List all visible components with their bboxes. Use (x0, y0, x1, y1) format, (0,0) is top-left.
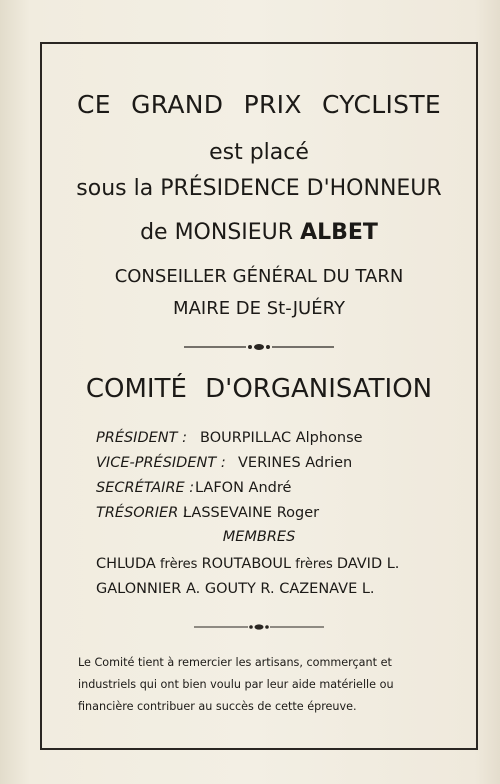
role-name: LASSEVAINE Roger (183, 505, 320, 521)
role-label: VICE-PRÉSIDENT : (96, 455, 226, 471)
heading-line-2: est placé (209, 140, 309, 165)
honorary-president-name: ALBET (300, 220, 378, 245)
committee-row-secretary (96, 480, 466, 496)
member-name: CHLUDA (96, 556, 156, 572)
heading-line-5: CONSEILLER GÉNÉRAL DU TARN (114, 266, 404, 287)
heading-line-6: MAIRE DE St-JUÉRY (173, 298, 345, 319)
committee-title: COMITÉ D'ORGANISATION (85, 374, 433, 404)
ornament-divider-1 (42, 342, 476, 352)
role-label: PRÉSIDENT : (96, 430, 187, 446)
committee-row-vice-president (96, 455, 466, 471)
members-label: MEMBRES (222, 529, 296, 545)
role-label: TRÉSORIER : (96, 505, 188, 521)
committee-row-treasurer (96, 505, 466, 521)
committee-row-president (96, 430, 466, 446)
member-suffix: frères (291, 557, 337, 572)
role-name: LAFON André (195, 480, 292, 496)
members-line-1 (96, 556, 466, 572)
heading-line-4 (42, 220, 476, 245)
heading-line-1: CE GRAND PRIX CYCLISTE (76, 90, 442, 119)
member-name: ROUTABOUL (201, 556, 292, 572)
role-label: SECRÉTAIRE : (96, 480, 195, 496)
ornament-divider-2 (42, 622, 476, 632)
member-name: DAVID L. (336, 556, 400, 572)
page-frame (40, 42, 478, 750)
member-suffix: frères (155, 557, 202, 572)
members-line-2: GALONNIER A. GOUTY R. CAZENAVE L. (96, 581, 375, 597)
heading-line-4-prefix: de MONSIEUR (140, 220, 301, 245)
heading-line-3: sous la PRÉSIDENCE D'HONNEUR (76, 176, 442, 201)
role-name: BOURPILLAC Alphonse (200, 430, 363, 446)
thanks-note: Le Comité tient à remercier les artisans, commerçant et industriels qui ont bien voulu par leur aide matérielle ou financière contribuer au succès de cette épreuve. (78, 656, 394, 713)
role-name: VERINES Adrien (238, 455, 353, 471)
